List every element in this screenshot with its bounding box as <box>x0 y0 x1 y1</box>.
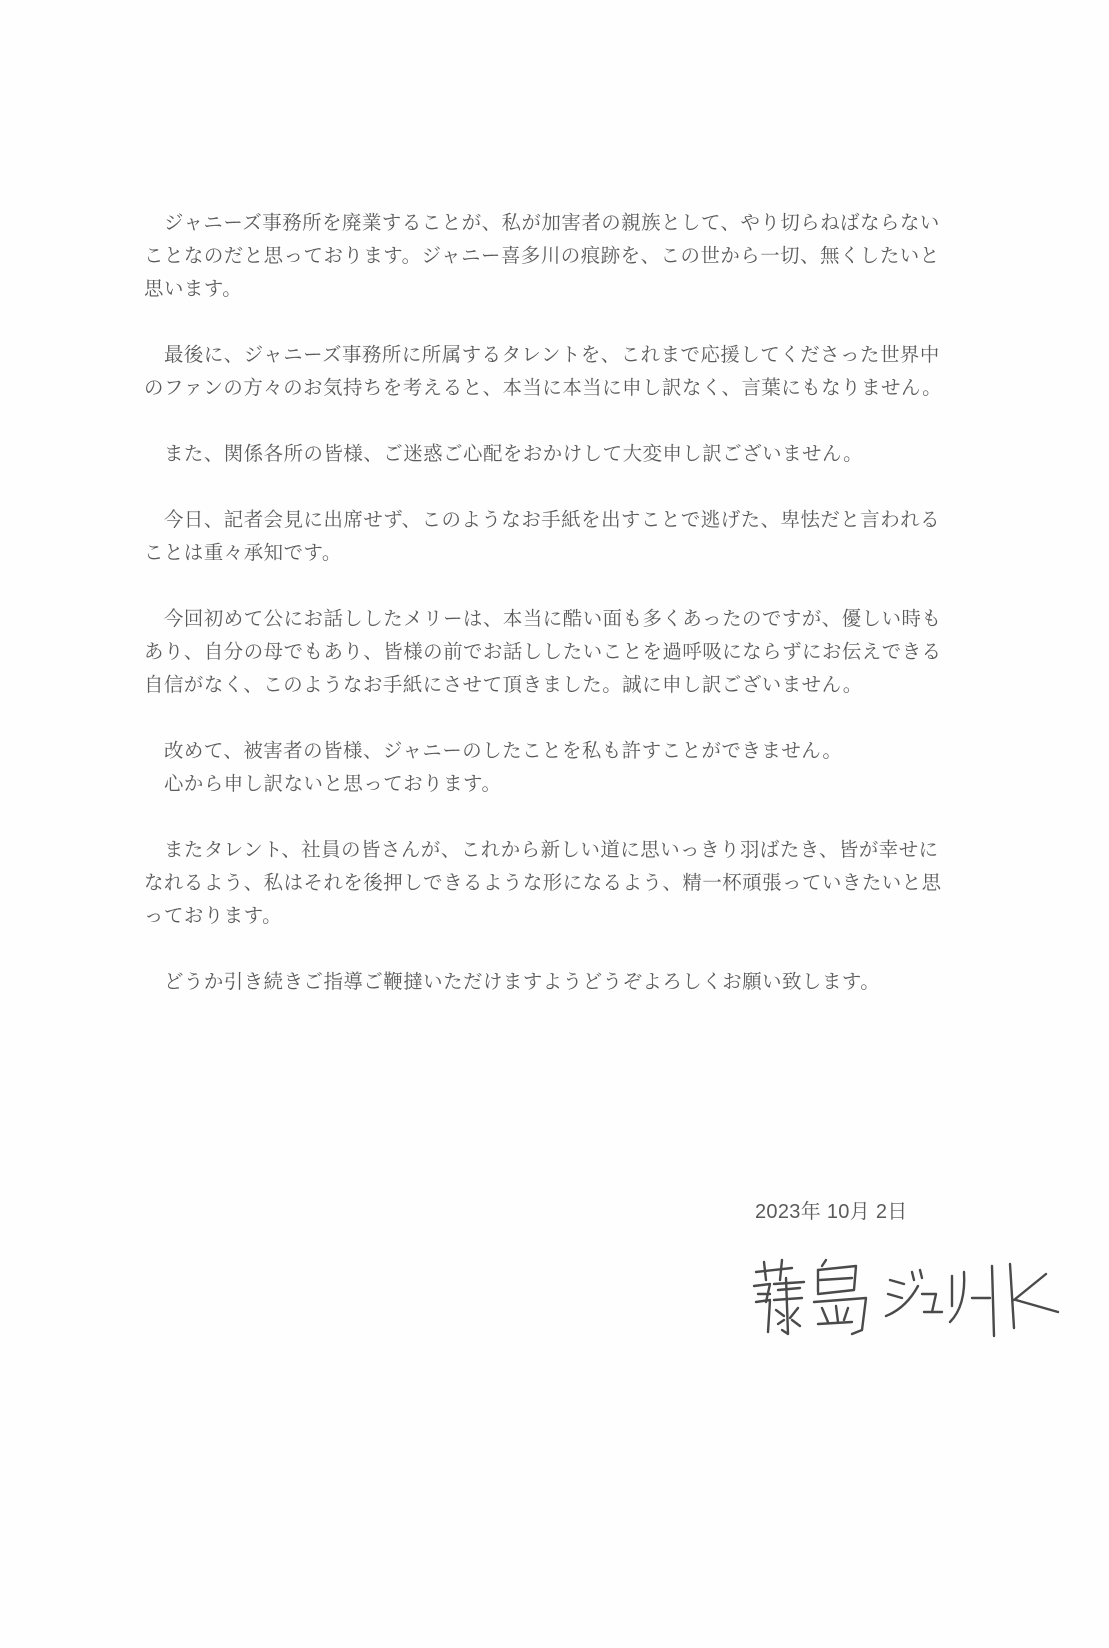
paragraph-victims <box>144 734 974 800</box>
paragraph-line: のファンの方々のお気持ちを考えると、本当に本当に申し訳なく、言葉にもなりません。 <box>144 376 943 399</box>
paragraph-line: どうか引き続きご指導ご鞭撻いただけますようどうぞよろしくお願い致します。 <box>144 970 881 993</box>
paragraph-mary <box>144 602 974 701</box>
paragraph-closure <box>144 206 974 305</box>
paragraph-stakeholders <box>144 437 974 470</box>
paragraph-line: また、関係各所の皆様、ご迷惑ご心配をおかけして大変申し訳ございません。 <box>144 442 864 465</box>
paragraph-line: ことは重々承知です。 <box>144 541 342 564</box>
paragraph-talents <box>144 833 974 932</box>
paragraph-line: 改めて、被害者の皆様、ジャニーのしたことを私も許すことができません。 <box>144 739 843 762</box>
paragraph-line: ジャニーズ事務所を廃業することが、私が加害者の親族として、やり切らねばならない <box>144 211 940 234</box>
paragraph-line: 思います。 <box>144 277 243 300</box>
handwritten-signature <box>748 1250 1068 1340</box>
paragraph-line: またタレント、社員の皆さんが、これから新しい道に思いっきり羽ばたき、皆が幸せに <box>144 838 939 861</box>
paragraph-line: 心から申し訳ないと思っております。 <box>144 772 502 795</box>
paragraph-line: なれるよう、私はそれを後押しできるような形になるよう、精一杯頑張っていきたいと思 <box>144 871 942 894</box>
paragraph-press-conference <box>144 503 974 569</box>
paragraph-line: 自信がなく、このようなお手紙にさせて頂きました。誠に申し訳ございません。 <box>144 673 863 696</box>
paragraph-line: 最後に、ジャニーズ事務所に所属するタレントを、これまで応援してくださった世界中 <box>144 343 940 366</box>
paragraph-closing <box>144 965 974 998</box>
paragraph-line: 今日、記者会見に出席せず、このようなお手紙を出すことで逃げた、卑怯だと言われる <box>144 508 941 531</box>
signature-drawing <box>748 1250 1068 1340</box>
paragraph-line: ことなのだと思っております。ジャニー喜多川の痕跡を、この世から一切、無くしたいと <box>144 244 940 267</box>
letter-date: 2023年 10月 2日 <box>755 1201 908 1223</box>
paragraph-fans <box>144 338 974 404</box>
paragraph-line: 今回初めて公にお話ししたメリーは、本当に酷い面も多くあったのですが、優しい時も <box>144 607 942 630</box>
paragraph-line: あり、自分の母でもあり、皆様の前でお話ししたいことを過呼吸にならずにお伝えできる <box>144 640 942 663</box>
paragraph-line: っております。 <box>144 904 283 927</box>
letter-body <box>144 206 974 1031</box>
